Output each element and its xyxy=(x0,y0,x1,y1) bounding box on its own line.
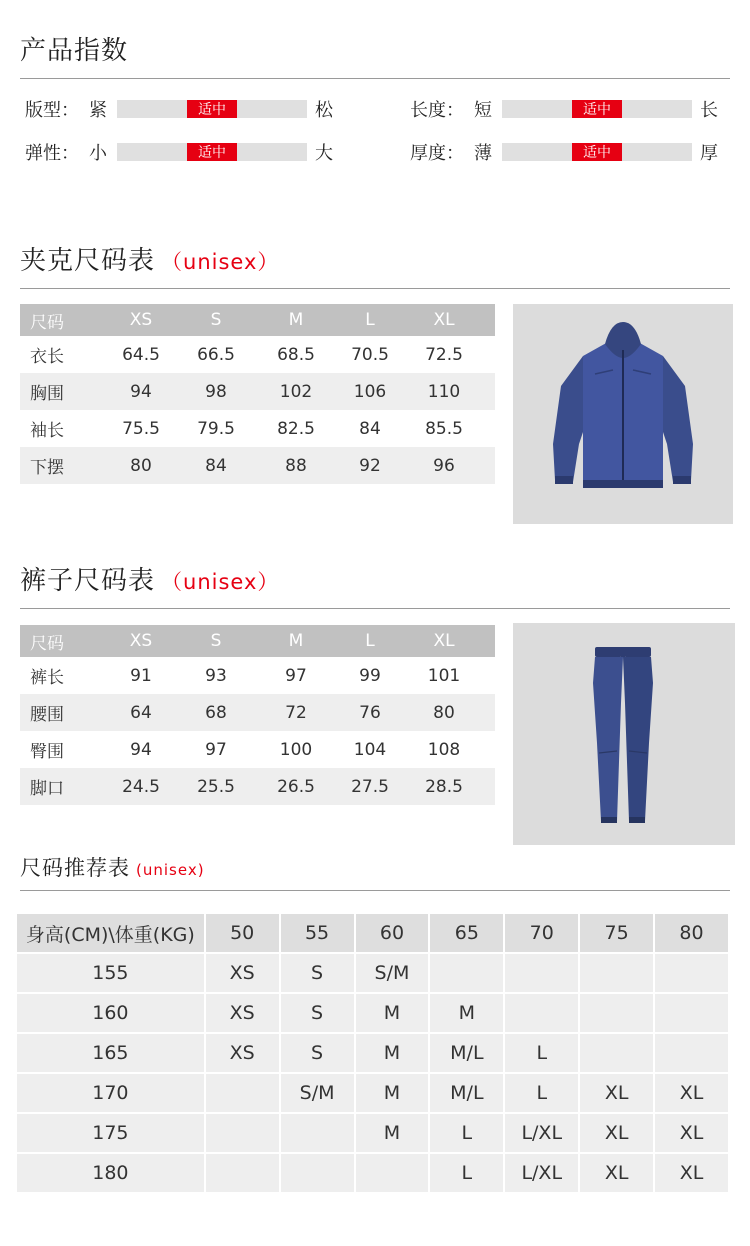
index-bar xyxy=(117,100,307,118)
index-mark: 适中 xyxy=(187,143,237,161)
table-cell xyxy=(655,994,728,1032)
table-cell: L xyxy=(505,1034,578,1072)
table-cell: L xyxy=(430,1154,503,1192)
table-row xyxy=(20,373,495,410)
table-cell: XS xyxy=(206,994,279,1032)
table-cell xyxy=(356,1154,429,1192)
table-cell: 92 xyxy=(359,455,381,476)
index-mark: 适中 xyxy=(572,143,622,161)
table-cell: L xyxy=(430,1114,503,1152)
table-cell xyxy=(281,1114,354,1152)
row-label: 180 xyxy=(17,1154,204,1192)
table-cell xyxy=(655,1034,728,1072)
table-cell: 85.5 xyxy=(425,418,463,439)
pants-subtitle: （unisex） xyxy=(161,570,280,594)
index-mark: 适中 xyxy=(187,100,237,118)
table-cell: M xyxy=(356,1114,429,1152)
table-row xyxy=(20,410,495,447)
index-bar xyxy=(502,143,692,161)
index-bar xyxy=(117,143,307,161)
table-cell: 100 xyxy=(279,739,313,760)
table-cell: 108 xyxy=(427,739,461,760)
table-cell: 82.5 xyxy=(277,418,315,439)
index-label: 版型： xyxy=(25,100,79,121)
index-row-length xyxy=(410,97,718,121)
header-cell: L xyxy=(365,310,375,330)
table-cell: S/M xyxy=(281,1074,354,1112)
pants-size-table xyxy=(20,625,495,805)
row-label: 脚口 xyxy=(30,779,64,799)
table-cell xyxy=(505,954,578,992)
jacket-subtitle: （unisex） xyxy=(161,250,280,274)
table-cell xyxy=(281,1154,354,1192)
table-cell xyxy=(206,1114,279,1152)
table-cell: XL xyxy=(580,1074,653,1112)
table-cell: 68.5 xyxy=(277,344,315,365)
row-label: 下摆 xyxy=(30,458,64,478)
row-label: 臀围 xyxy=(30,742,64,762)
index-row-fit xyxy=(25,97,333,121)
table-cell: S/M xyxy=(356,954,429,992)
table-cell: XL xyxy=(655,1114,728,1152)
table-cell xyxy=(206,1074,279,1112)
index-left: 薄 xyxy=(474,143,492,164)
jacket-title xyxy=(20,240,279,277)
header-cell: 尺码 xyxy=(30,633,64,654)
index-row-elasticity xyxy=(25,140,333,164)
index-label: 长度： xyxy=(410,100,464,121)
table-cell xyxy=(580,954,653,992)
row-label: 袖长 xyxy=(30,421,64,441)
table-cell: 27.5 xyxy=(351,776,389,797)
recommend-divider xyxy=(20,890,730,891)
table-cell: XL xyxy=(580,1114,653,1152)
header-cell: XS xyxy=(129,631,153,651)
table-cell: 94 xyxy=(130,381,152,402)
index-bar xyxy=(502,100,692,118)
table-cell: 84 xyxy=(359,418,381,439)
header-cell: 75 xyxy=(580,914,653,952)
table-header xyxy=(20,304,495,336)
table-row xyxy=(20,731,495,768)
row-label: 155 xyxy=(17,954,204,992)
table-cell: 64.5 xyxy=(122,344,160,365)
header-cell: 70 xyxy=(505,914,578,952)
table-cell: XL xyxy=(655,1154,728,1192)
header-cell: M xyxy=(288,310,304,330)
recommend-table xyxy=(17,914,730,1194)
table-cell: S xyxy=(281,1034,354,1072)
index-row-thickness xyxy=(410,140,718,164)
table-cell xyxy=(580,1034,653,1072)
table-cell: M xyxy=(356,994,429,1032)
table-cell xyxy=(206,1154,279,1192)
table-cell: 80 xyxy=(433,702,455,723)
table-cell xyxy=(430,954,503,992)
pants-title xyxy=(20,560,279,597)
table-cell: 70.5 xyxy=(351,344,389,365)
table-cell: 96 xyxy=(433,455,455,476)
table-cell: 75.5 xyxy=(122,418,160,439)
table-row xyxy=(20,657,495,694)
table-cell: M xyxy=(356,1074,429,1112)
table-row xyxy=(17,1114,730,1154)
row-label: 170 xyxy=(17,1074,204,1112)
table-cell: XS xyxy=(206,1034,279,1072)
table-cell: 99 xyxy=(359,665,381,686)
table-cell: 106 xyxy=(353,381,387,402)
table-cell: S xyxy=(281,954,354,992)
table-cell: 24.5 xyxy=(122,776,160,797)
table-cell: 80 xyxy=(130,455,152,476)
index-divider xyxy=(20,78,730,79)
table-cell xyxy=(505,994,578,1032)
table-cell: 98 xyxy=(205,381,227,402)
header-cell: 50 xyxy=(206,914,279,952)
table-row xyxy=(17,1074,730,1114)
pants-title-text: 裤子尺码表 xyxy=(20,566,156,596)
table-cell: S xyxy=(281,994,354,1032)
table-cell: 66.5 xyxy=(197,344,235,365)
table-cell: 88 xyxy=(285,455,307,476)
table-cell: XL xyxy=(580,1154,653,1192)
recommend-subtitle: (unisex) xyxy=(136,861,205,879)
table-cell: M xyxy=(430,994,503,1032)
table-cell: 76 xyxy=(359,702,381,723)
table-cell: XS xyxy=(206,954,279,992)
table-cell xyxy=(655,954,728,992)
table-cell: 28.5 xyxy=(425,776,463,797)
table-row xyxy=(17,994,730,1034)
table-header xyxy=(20,625,495,657)
table-cell: 101 xyxy=(427,665,461,686)
table-row xyxy=(20,694,495,731)
jacket-size-table xyxy=(20,304,495,484)
index-label: 厚度： xyxy=(410,143,464,164)
header-cell: XS xyxy=(129,310,153,330)
jacket-title-text: 夹克尺码表 xyxy=(20,246,156,276)
table-row xyxy=(17,1154,730,1194)
table-row xyxy=(17,954,730,994)
table-cell: 94 xyxy=(130,739,152,760)
table-cell: L xyxy=(505,1074,578,1112)
pants-image xyxy=(513,623,735,845)
table-cell: M/L xyxy=(430,1034,503,1072)
row-label: 腰围 xyxy=(30,705,64,725)
row-label: 165 xyxy=(17,1034,204,1072)
header-cell: S xyxy=(210,631,222,651)
recommend-title xyxy=(20,852,205,882)
header-cell: 80 xyxy=(655,914,728,952)
table-cell: 25.5 xyxy=(197,776,235,797)
pants-divider xyxy=(20,608,730,609)
index-right: 厚 xyxy=(700,143,718,164)
table-cell: 91 xyxy=(130,665,152,686)
table-cell: 79.5 xyxy=(197,418,235,439)
table-cell: L/XL xyxy=(505,1114,578,1152)
table-cell: 84 xyxy=(205,455,227,476)
header-cell: XL xyxy=(433,631,455,651)
table-cell: M xyxy=(356,1034,429,1072)
row-label: 衣长 xyxy=(30,347,64,367)
header-cell: S xyxy=(210,310,222,330)
recommend-title-text: 尺码推荐表 xyxy=(20,856,130,880)
table-cell: XL xyxy=(655,1074,728,1112)
table-row xyxy=(20,768,495,805)
index-title: 产品指数 xyxy=(20,36,129,66)
header-cell: L xyxy=(365,631,375,651)
table-cell: 68 xyxy=(205,702,227,723)
header-cell: 60 xyxy=(356,914,429,952)
index-right: 大 xyxy=(315,143,333,164)
table-row xyxy=(20,336,495,373)
index-right: 长 xyxy=(700,100,718,121)
row-label: 160 xyxy=(17,994,204,1032)
table-cell: 104 xyxy=(353,739,387,760)
index-mark: 适中 xyxy=(572,100,622,118)
table-cell: 97 xyxy=(285,665,307,686)
index-label: 弹性： xyxy=(25,143,79,164)
index-left: 紧 xyxy=(89,100,107,121)
table-cell: 64 xyxy=(130,702,152,723)
table-cell: 93 xyxy=(205,665,227,686)
table-cell: 97 xyxy=(205,739,227,760)
table-cell: M/L xyxy=(430,1074,503,1112)
header-cell: M xyxy=(288,631,304,651)
row-label: 胸围 xyxy=(30,384,64,404)
jacket-image xyxy=(513,304,733,524)
row-label: 175 xyxy=(17,1114,204,1152)
header-cell: 55 xyxy=(281,914,354,952)
header-cell: XL xyxy=(433,310,455,330)
table-cell: 72.5 xyxy=(425,344,463,365)
table-cell: 26.5 xyxy=(277,776,315,797)
jacket-divider xyxy=(20,288,730,289)
index-right: 松 xyxy=(315,100,333,121)
table-cell: L/XL xyxy=(505,1154,578,1192)
header-cell: 尺码 xyxy=(30,312,64,333)
table-cell xyxy=(580,994,653,1032)
index-left: 短 xyxy=(474,100,492,121)
table-cell: 72 xyxy=(285,702,307,723)
header-cell: 65 xyxy=(430,914,503,952)
table-header xyxy=(17,914,730,954)
table-cell: 102 xyxy=(279,381,313,402)
table-cell: 110 xyxy=(427,381,461,402)
table-row xyxy=(20,447,495,484)
index-left: 小 xyxy=(89,143,107,164)
table-row xyxy=(17,1034,730,1074)
header-cell: 身高(CM)\体重(KG) xyxy=(17,914,204,952)
row-label: 裤长 xyxy=(30,668,64,688)
